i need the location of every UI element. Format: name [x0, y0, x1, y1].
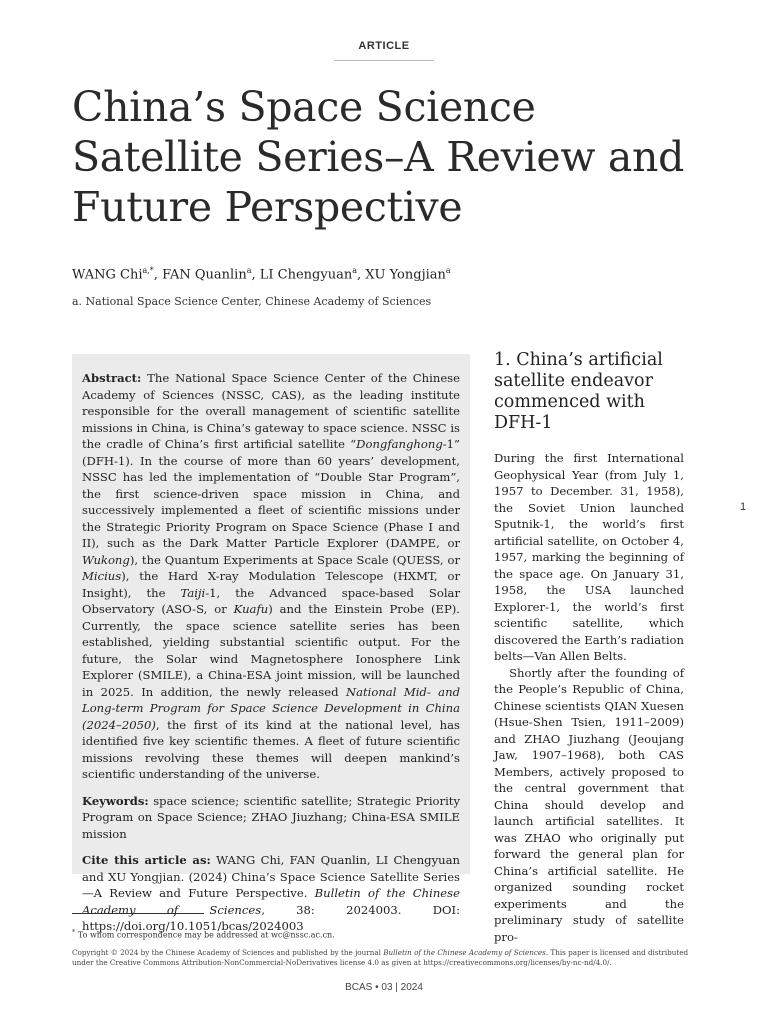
body-paragraph: Shortly after the founding of the People’s Republic of China, Chinese scientists QIAN Xuesen (Hsue-Shen Tsien, 1911–2009) and ZHAO Jiuzhang (Jeoujang Jaw, 1907–1968), both CAS Members, actively proposed to the central government that China should develop and launch artificial satellites. It was ZHAO who originally put forward the general plan for China’s artificial satellite. He organized sounding rocket experiments and the preliminary study of satellite pro- — [494, 665, 684, 944]
abstract-italic: Kuafu — [233, 602, 269, 616]
citation-text: , 38: 2024003. DOI: https://doi.org/10.1051/bcas/2024003 — [82, 902, 460, 933]
abstract-paragraph — [82, 370, 460, 783]
abstract-label: Abstract: — [82, 371, 142, 385]
keywords-paragraph — [82, 793, 460, 843]
citation-text: WANG Chi, FAN Quanlin, LI Chengyuan and XU Yongjian. (2024) China’s Space Science Satellite Series—A Review and Future Perspective. — [82, 853, 460, 900]
page-number: 1 — [740, 501, 747, 513]
abstract-text: The National Space Science Center of the Chinese Academy of Sciences (NSSC, CAS), as the leading institute responsible for the overall management of scientific satellite missions in China, is China’s gateway to space science. NSSC is the cradle of China’s first artificial satellite “ — [82, 371, 460, 451]
copyright-text: . This paper is licensed and distributed under the Creative Commons Attribution-NonCommercial-NoDerivatives license 4.0 as given at https://creativecommons.org/licenses/by-nc-nd/4.0/. — [72, 948, 689, 967]
keywords-text: space science; scientific satellite; Strategic Priority Program on Space Science; ZHAO Jiuzhang; China-ESA SMILE mission — [82, 793, 460, 841]
abstract-text: -1, the Advanced space-based Solar Observatory (ASO-S, or — [82, 585, 460, 616]
abstract-italic: Taiji — [180, 585, 206, 600]
abstract-text: ), the Quantum Experiments at Space Scale (QUESS, or — [129, 552, 460, 567]
section-body — [494, 450, 684, 945]
section-heading: 1. China’s artificial satellite endeavor commenced with DFH-1 — [494, 350, 663, 433]
abstract-italic: Micius — [82, 569, 122, 583]
journal-footer: BCAS • 03 | 2024 — [345, 982, 423, 993]
copyright-journal: Bulletin of the Chinese Academy of Sciences — [383, 948, 546, 957]
author-affiliation-mark: a — [445, 266, 451, 275]
abstract-italic: Wukong — [82, 552, 130, 567]
author-separator: , — [153, 267, 163, 283]
citation-label: Cite this article as: — [82, 853, 211, 867]
body-paragraph: During the first International Geophysical Year (from July 1, 1957 to December. 31, 1958), the Soviet Union launched Sputnik-1, the world’s first artificial satellite, on October 4, 1957, marking the beginning of the space age. On January 31, 1958, the USA launched Explorer-1, the world’s first scientific satellite, which discovered the Earth’s radiation belts—Van Allen Belts. — [494, 451, 684, 663]
abstract-italic: Dongfanghong — [356, 437, 443, 451]
abstract-text: ) and the Einstein Probe (EP). Currently, the space science satellite series has been established, yielding substantial scientific output. For the future, the Solar wind Magnetosphere Ionosphere Link Explorer (SMILE), a China-ESA joint mission, will be launched in 2025. In addition, the newly released — [82, 602, 460, 699]
copyright-text: Copyright © 2024 by the Chinese Academy of Sciences and published by the journal — [72, 948, 384, 957]
article-type-label: ARTICLE — [358, 40, 410, 52]
footnote-text: To whom correspondence may be addressed at wc@nssc.ac.cn. — [75, 930, 335, 940]
abstract-italic: National Mid- and Long-term Program for Space Science Development in China (2024–2050) — [82, 684, 460, 732]
author-affiliation-mark: a — [352, 266, 357, 275]
author-affiliation-mark: a,* — [142, 266, 154, 275]
article-label-divider — [334, 60, 434, 61]
citation-journal: Bulletin of the Chinese Academy of Sciences — [82, 886, 460, 917]
body-column — [494, 350, 684, 945]
article-title: China’s Space Science Satellite Series–A Review and Future Perspective — [72, 83, 685, 231]
author-affiliation-mark: a — [246, 266, 252, 275]
author-name: LI Chengyuan — [259, 267, 353, 283]
abstract-text: -1” (DFH-1). In the course of more than 60 years’ development, NSSC has led the implementation of “Double Star Program”, the first science-driven space mission in China, and successively implemented a fleet of scientific missions under the Strategic Priority Program on Space Science (Phase I and II), such as the Dark Matter Particle Explorer (DAMPE, or — [82, 437, 460, 550]
footnote-mark: * — [72, 928, 76, 936]
author-separator: , — [356, 267, 366, 283]
author-separator: , — [251, 267, 260, 283]
abstract-text: , the first of its kind at the national level, has identified five key scientific themes. A fleet of future scientific missions revolving these themes will deepen mankind’s scientific understanding of the universe. — [82, 717, 460, 781]
author-name: FAN Quanlin — [162, 267, 247, 283]
copyright-notice — [72, 948, 692, 968]
footnote-divider — [72, 913, 204, 914]
keywords-label: Keywords: — [82, 793, 149, 808]
author-name: WANG Chi — [72, 267, 143, 283]
author-name: XU Yongjian — [365, 267, 446, 283]
citation-paragraph — [82, 852, 460, 935]
abstract-text: ), the Hard X-ray Modulation Telescope (HXMT, or Insight), the — [82, 569, 460, 600]
abstract-box — [72, 354, 470, 933]
author-list — [72, 266, 451, 282]
correspondence-footnote — [72, 928, 692, 940]
affiliation: a. National Space Science Center, Chinese Academy of Sciences — [72, 295, 432, 308]
